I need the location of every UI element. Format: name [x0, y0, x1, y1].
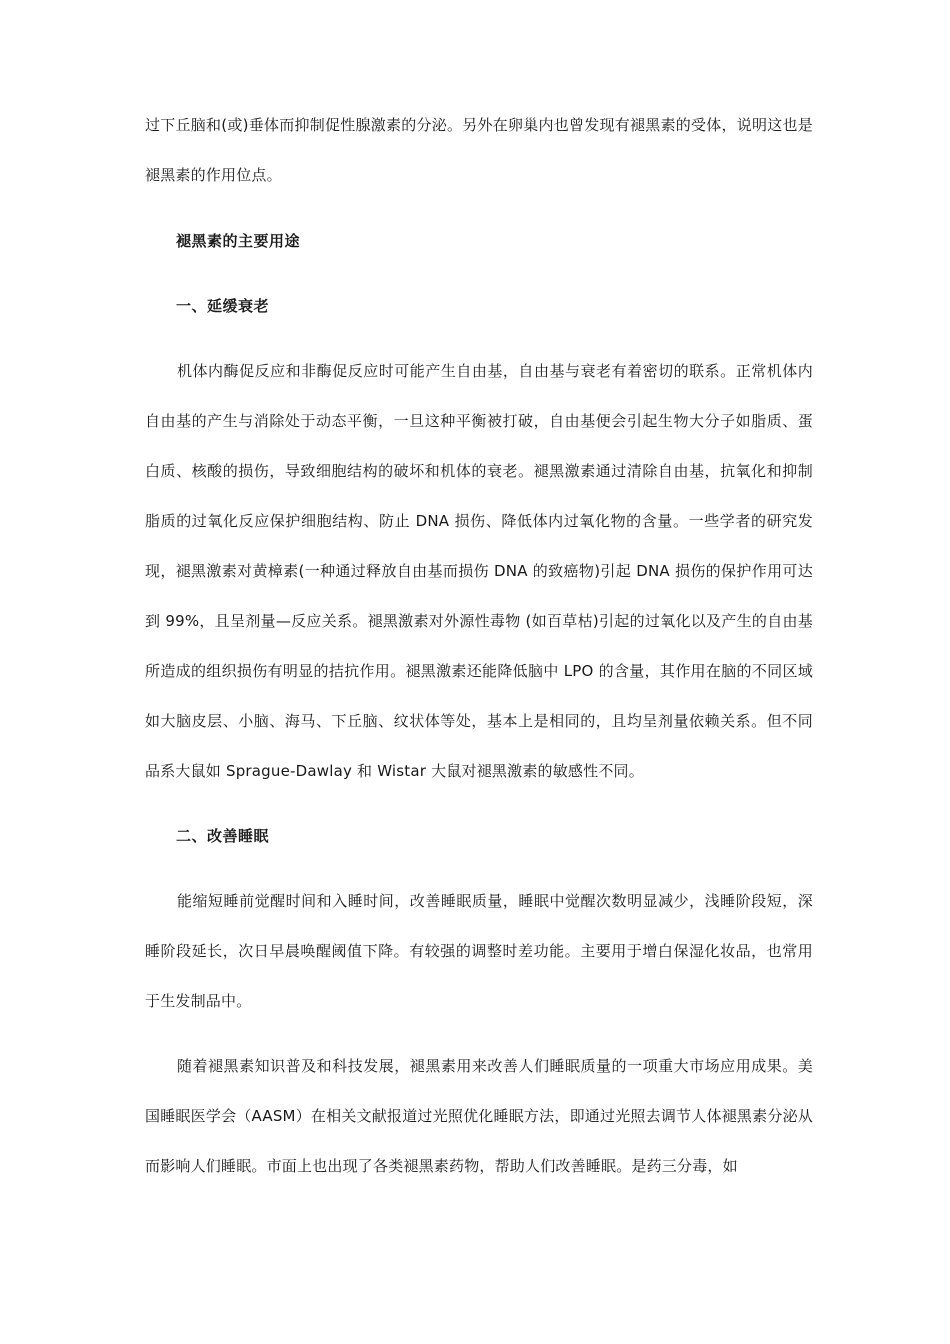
section-title: 褪黑素的主要用途	[176, 232, 301, 250]
paragraph-melatonin-market: 随着褪黑素知识普及和科技发展，褪黑素用来改善人们睡眠质量的一项重大市场应用成果。美国睡眠医学会（AASM）在相关文献报道过光照优化睡眠方法，即通过光照去调节人体褪黑素分泌从而影响人们睡眠。市面上也出现了各类褪黑素药物，帮助人们改善睡眠。是药三分毒，如	[145, 1057, 813, 1175]
heading-improve-sleep: 二、改善睡眠	[176, 827, 270, 845]
paragraph-delay-aging: 机体内酶促反应和非酶促反应时可能产生自由基，自由基与衰老有着密切的联系。正常机体内自由基的产生与消除处于动态平衡，一旦这种平衡被打破，自由基便会引起生物大分子如脂质、蛋白质、核酸的损伤，导致细胞结构的破坏和机体的衰老。褪黑激素通过清除自由基，抗氧化和抑制脂质的过氧化反应保护细胞结构、防止 DNA 损伤、降低体内过氧化物的含量。一些学者的研究发现，褪黑激素对黄樟素(一种通过释放自由基而损伤 DNA 的致癌物)引起 DNA 损伤的保护作用可达到 99%，且呈剂量—反应关系。褪黑激素对外源性毒物 (如百草枯)引起的过氧化以及产生的自由基所造成的组织损伤有明显的拮抗作用。褪黑激素还能降低脑中 LPO 的含量，其作用在脑的不同区域如大脑皮层、小脑、海马、下丘脑、纹状体等处，基本上是相同的，且均呈剂量依赖关系。但不同品系大鼠如 Sprague-Dawlay 和 Wistar 大鼠对褪黑激素的敏感性不同。	[145, 362, 813, 780]
paragraph-improve-sleep: 能缩短睡前觉醒时间和入睡时间，改善睡眠质量，睡眠中觉醒次数明显减少，浅睡阶段短，深睡阶段延长，次日早晨唤醒阈值下降。有较强的调整时差功能。主要用于增白保湿化妆品，也常用于生发制品中。	[145, 892, 813, 1010]
heading-delay-aging: 一、延缓衰老	[176, 297, 270, 315]
intro-paragraph: 过下丘脑和(或)垂体而抑制促性腺激素的分泌。另外在卵巢内也曾发现有褪黑素的受体，说明这也是褪黑素的作用位点。	[145, 116, 813, 184]
